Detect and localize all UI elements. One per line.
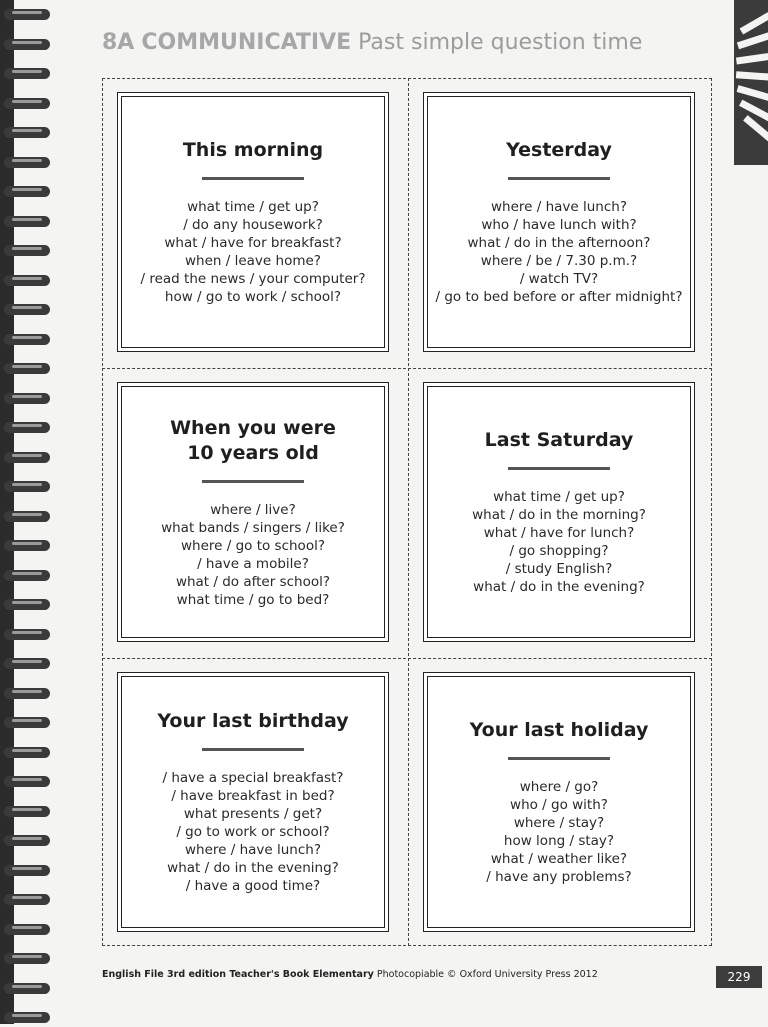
spiral-ring bbox=[4, 272, 54, 290]
spiral-ring bbox=[4, 744, 54, 762]
vertical-cut-line bbox=[408, 78, 409, 946]
question-prompts bbox=[436, 198, 683, 306]
spiral-ring bbox=[4, 567, 54, 585]
card-title bbox=[470, 718, 649, 743]
spiral-ring bbox=[4, 626, 54, 644]
card-title-line: This morning bbox=[182, 139, 324, 161]
spiral-ring bbox=[4, 449, 54, 467]
spiral-ring bbox=[4, 95, 54, 113]
spiral-ring bbox=[4, 154, 54, 172]
question-prompt: / study English? bbox=[505, 561, 613, 577]
sunburst-ray bbox=[743, 115, 768, 146]
question-prompts bbox=[163, 769, 344, 895]
activity-title: Past simple question time bbox=[358, 30, 643, 55]
horizontal-cut-line bbox=[102, 368, 712, 369]
question-prompt: where / have lunch? bbox=[490, 199, 627, 215]
question-prompt: / have a special breakfast? bbox=[162, 770, 344, 786]
question-prompt: what time / get up? bbox=[187, 199, 319, 215]
question-prompt: what / do after school? bbox=[175, 573, 331, 590]
question-prompt: when / leave home? bbox=[185, 253, 321, 269]
title-underline bbox=[508, 467, 610, 470]
spiral-ring bbox=[4, 242, 54, 260]
question-prompts bbox=[472, 488, 646, 596]
spiral-ring bbox=[4, 508, 54, 526]
question-prompt: what time / get up? bbox=[493, 489, 625, 505]
question-prompt: / do any housework? bbox=[183, 217, 323, 233]
spiral-ring bbox=[4, 980, 54, 998]
page-title bbox=[102, 30, 642, 55]
question-card bbox=[117, 672, 389, 932]
title-underline bbox=[508, 177, 610, 180]
spiral-ring bbox=[4, 862, 54, 880]
lesson-code: 8A bbox=[102, 30, 135, 55]
card-title bbox=[183, 138, 323, 163]
spiral-ring bbox=[4, 213, 54, 231]
sunburst-decoration bbox=[734, 0, 768, 165]
spiral-ring bbox=[4, 6, 54, 24]
question-prompt: / go shopping? bbox=[509, 543, 609, 559]
question-prompt: how long / stay? bbox=[503, 833, 615, 849]
spiral-ring bbox=[4, 36, 54, 54]
sunburst-ray bbox=[736, 71, 768, 81]
question-prompt: / have a good time? bbox=[185, 878, 321, 894]
card-title-line: Your last holiday bbox=[469, 719, 649, 741]
spiral-ring bbox=[4, 891, 54, 909]
question-prompts bbox=[486, 778, 631, 886]
card-title-line: When you were bbox=[170, 416, 336, 439]
spiral-ring bbox=[4, 714, 54, 732]
question-prompt: where / have lunch? bbox=[184, 842, 321, 858]
spiral-ring bbox=[4, 773, 54, 791]
question-prompt: what / have for lunch? bbox=[483, 525, 635, 541]
question-prompt: how / go to work / school? bbox=[164, 289, 342, 305]
sunburst-ray bbox=[736, 52, 768, 64]
question-prompt: where / be / 7.30 p.m.? bbox=[480, 253, 638, 269]
question-prompt: what / do in the evening? bbox=[473, 579, 645, 595]
title-underline bbox=[202, 177, 304, 180]
question-prompt: where / go to school? bbox=[180, 537, 325, 554]
spiral-ring bbox=[4, 390, 54, 408]
question-prompt: where / go? bbox=[519, 779, 599, 795]
spiral-ring bbox=[4, 331, 54, 349]
question-prompt: what bands / singers / like? bbox=[161, 519, 345, 536]
question-card bbox=[423, 382, 695, 642]
question-prompt: what / do in the morning? bbox=[472, 507, 646, 523]
spiral-ring bbox=[4, 301, 54, 319]
spiral-ring bbox=[4, 360, 54, 378]
question-prompts bbox=[141, 198, 366, 306]
card-title-line: 10 years old bbox=[187, 441, 319, 464]
question-card bbox=[423, 92, 695, 352]
spiral-ring bbox=[4, 1009, 54, 1027]
spiral-ring bbox=[4, 596, 54, 614]
question-prompt: what time / go to bed? bbox=[176, 591, 330, 608]
question-card bbox=[423, 672, 695, 932]
card-title bbox=[170, 416, 336, 466]
question-prompt: / have a mobile? bbox=[197, 555, 309, 572]
spiral-binding bbox=[0, 0, 60, 1024]
question-prompt: / watch TV? bbox=[519, 271, 599, 287]
question-prompt: where / stay? bbox=[513, 815, 605, 831]
spiral-ring bbox=[4, 537, 54, 555]
question-prompt: what / have for breakfast? bbox=[164, 235, 342, 251]
question-prompt: what / weather like? bbox=[490, 851, 628, 867]
spiral-ring bbox=[4, 124, 54, 142]
card-title-line: Yesterday bbox=[506, 139, 612, 161]
question-prompts bbox=[161, 501, 345, 609]
title-underline bbox=[508, 757, 610, 760]
question-card bbox=[117, 382, 389, 642]
question-card bbox=[117, 92, 389, 352]
question-prompt: what / do in the evening? bbox=[167, 860, 339, 876]
question-prompt: who / go with? bbox=[510, 797, 608, 813]
question-prompt: who / have lunch with? bbox=[481, 217, 637, 233]
sunburst-ray bbox=[740, 8, 768, 34]
question-prompt: / have breakfast in bed? bbox=[171, 788, 335, 804]
question-prompt: what / do in the afternoon? bbox=[467, 235, 651, 251]
spiral-ring bbox=[4, 419, 54, 437]
copyright-notice: Photocopiable © Oxford University Press 2012 bbox=[376, 969, 598, 980]
question-prompt: where / live? bbox=[210, 501, 296, 518]
card-title bbox=[485, 428, 634, 453]
spiral-ring bbox=[4, 921, 54, 939]
card-title-line: Your last birthday bbox=[157, 710, 349, 732]
spiral-ring bbox=[4, 685, 54, 703]
spiral-ring bbox=[4, 803, 54, 821]
card-title bbox=[506, 138, 612, 163]
title-underline bbox=[202, 748, 304, 751]
horizontal-cut-line bbox=[102, 658, 712, 659]
spiral-ring bbox=[4, 65, 54, 83]
spiral-ring bbox=[4, 655, 54, 673]
question-prompt: / have any problems? bbox=[486, 869, 632, 885]
spiral-ring bbox=[4, 478, 54, 496]
spiral-ring bbox=[4, 832, 54, 850]
title-underline bbox=[202, 480, 304, 483]
page-number: 229 bbox=[716, 966, 762, 988]
question-prompt: / go to work or school? bbox=[176, 824, 330, 840]
activity-type: COMMUNICATIVE bbox=[141, 30, 352, 55]
card-title bbox=[157, 709, 348, 734]
book-title: English File 3rd edition Teacher's Book Elementary bbox=[102, 969, 374, 980]
card-title-line: Last Saturday bbox=[484, 429, 634, 451]
question-prompt: what presents / get? bbox=[183, 806, 323, 822]
copyright-footer bbox=[102, 969, 598, 980]
spiral-ring bbox=[4, 950, 54, 968]
spiral-ring bbox=[4, 183, 54, 201]
question-prompt: / go to bed before or after midnight? bbox=[435, 289, 683, 305]
question-prompt: / read the news / your computer? bbox=[140, 271, 366, 287]
